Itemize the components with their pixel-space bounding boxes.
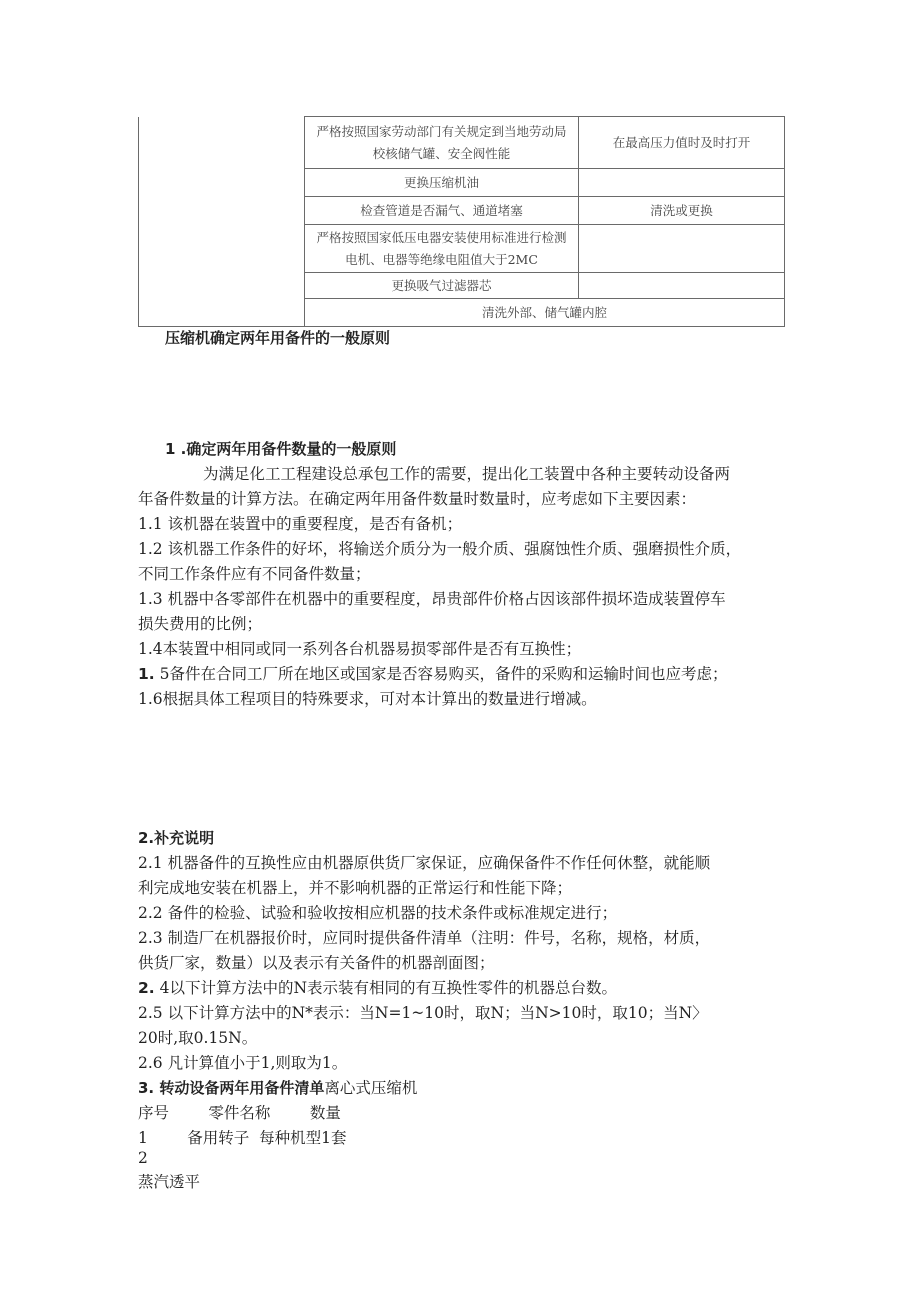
paragraph-line: 1.1 该机器在装置中的重要程度，是否有备机； (138, 515, 463, 533)
paragraph-line: 年备件数量的计算方法。在确定两年用备件数量时数量时，应考虑如下主要因素： (138, 490, 697, 508)
note-cell (579, 225, 785, 273)
main-title: 压缩机确定两年用备件的一般原则 (165, 329, 391, 347)
task-cell: 检查管道是否漏气、通道堵塞 (305, 197, 579, 225)
paragraph-line: 利完成地安装在机器上，并不影响机器的正常运行和性能下降； (138, 879, 573, 897)
paragraph-line: 为满足化工工程建设总承包工作的需要，提出化工装置中各种主要转动设备两 (203, 465, 731, 483)
task-cell: 严格按照国家劳动部门有关规定到当地劳动局 校核储气罐、安全阀性能 (305, 117, 579, 169)
parts-column-headers: 序号 零件名称 数量 (138, 1104, 341, 1122)
note-cell (579, 169, 785, 197)
maintenance-table (138, 116, 785, 327)
paragraph-line: 2.5 以下计算方法中的N*表示：当N=1~10时，取N；当N>10时，取10；当N〉 (138, 1004, 708, 1022)
paragraph-line: 2.1 机器备件的互换性应由机器原供货厂家保证，应确保备件不作任何休整，就能顺 (138, 854, 711, 872)
note-cell: 清洗或更换 (579, 197, 785, 225)
table-row (139, 117, 785, 169)
paragraph-line: 1.2 该机器工作条件的好坏，将输送介质分为一般介质、强腐蚀性介质、强磨损性介质， (138, 540, 742, 558)
paragraph-line: 1.6根据具体工程项目的特殊要求，可对本计算出的数量进行增减。 (138, 690, 597, 708)
note-cell (579, 273, 785, 299)
paragraph-line: 不同工作条件应有不同备件数量； (138, 565, 371, 583)
table-blank-cell (139, 117, 305, 327)
paragraph-line: 损失费用的比例； (138, 615, 263, 633)
task-cell: 更换压缩机油 (305, 169, 579, 197)
paragraph-line: 2. 4以下计算方法中的N表示装有相同的有互换性零件的机器总台数。 (138, 979, 618, 997)
task-cell: 更换吸气过滤器芯 (305, 273, 579, 299)
paragraph-line: 2.3 制造厂在机器报价时，应同时提供备件清单（注明：件号，名称，规格，材质， (138, 929, 711, 947)
section3-heading: 3. 转动设备两年用备件清单离心式压缩机 (138, 1079, 418, 1097)
paragraph-line: 1.3 机器中各零部件在机器中的重要程度，昂贵部件价格占因该部件损坏造成装置停车 (138, 590, 726, 608)
task-cell: 清洗外部、储气罐内腔 (305, 299, 785, 327)
paragraph-line: 1. 5备件在合同工厂所在地区或国家是否容易购买，备件的采购和运输时间也应考虑； (138, 665, 728, 683)
task-cell: 严格按照国家低压电器安装使用标准进行检测 电机、电器等绝缘电阻值大于2MC (305, 225, 579, 273)
parts-row: 1 备用转子 每种机型1套 (138, 1129, 347, 1147)
paragraph-line: 2.6 凡计算值小于1,则取为1。 (138, 1054, 348, 1072)
section2-heading: 2.补充说明 (138, 829, 215, 847)
paragraph-line: 供货厂家，数量）以及表示有关备件的机器剖面图； (138, 954, 495, 972)
paragraph-line: 1.4本装置中相同或同一系列各台机器易损零部件是否有互换性； (138, 640, 582, 658)
paragraph-line: 2.2 备件的检验、试验和验收按相应机器的技术条件或标准规定进行； (138, 904, 618, 922)
paragraph-line: 20时,取0.15N。 (138, 1029, 258, 1047)
section1-heading: 1 .确定两年用备件数量的一般原则 (165, 440, 397, 458)
note-cell: 在最高压力值时及时打开 (579, 117, 785, 169)
parts-row-name: 蒸汽透平 (138, 1173, 201, 1191)
parts-row-number: 2 (138, 1149, 148, 1167)
